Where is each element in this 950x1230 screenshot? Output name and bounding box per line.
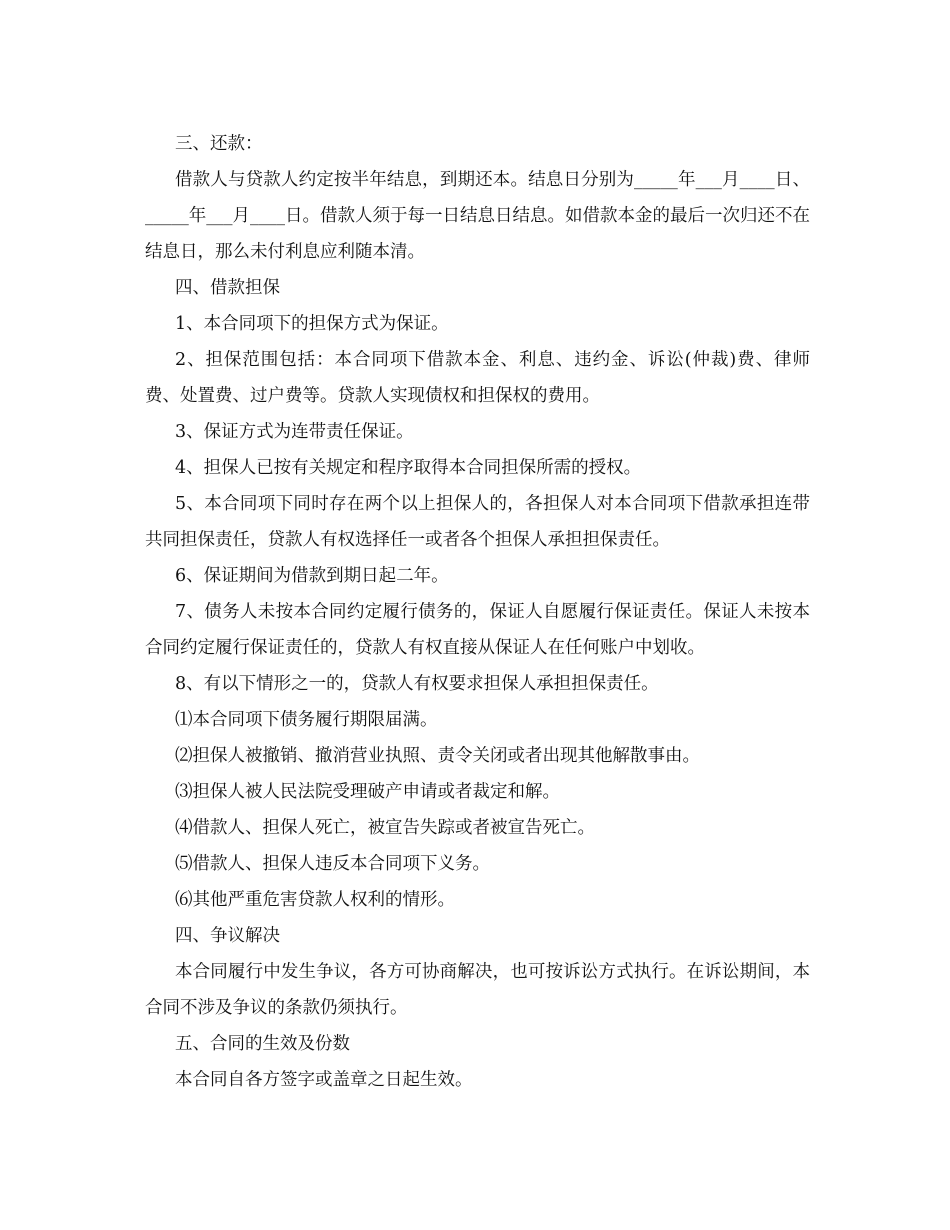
guarantee-clause-8: 8、有以下情形之一的，贷款人有权要求担保人承担担保责任。 xyxy=(175,674,659,694)
section-heading-repayment: 三、还款： xyxy=(175,134,263,154)
guarantee-clause-2: 2、担保范围包括：本合同项下借款本金、利息、违约金、诉讼(仲裁)费、律师费、处置费、过户费等。贷款人实现债权和担保权的费用。 xyxy=(145,350,810,406)
guarantee-sub-item-1: ⑴本合同项下债务履行期限届满。 xyxy=(175,710,438,730)
document-body xyxy=(145,126,810,1098)
guarantee-sub-item-4: ⑷借款人、担保人死亡，被宣告失踪或者被宣告死亡。 xyxy=(175,818,595,838)
guarantee-clause-3: 3、保证方式为连带责任保证。 xyxy=(175,422,414,442)
guarantee-sub-item-6: ⑹其他严重危害贷款人权利的情形。 xyxy=(175,890,455,910)
guarantee-clause-7: 7、债务人未按本合同约定履行债务的，保证人自愿履行保证责任。保证人未按本合同约定履行保证责任的，贷款人有权直接从保证人在任何账户中划收。 xyxy=(145,602,810,658)
section-heading-guarantee: 四、借款担保 xyxy=(175,278,280,298)
guarantee-clause-4: 4、担保人已按有关规定和程序取得本合同担保所需的授权。 xyxy=(175,458,642,478)
section-heading-effectiveness: 五、合同的生效及份数 xyxy=(175,1034,350,1054)
section-heading-dispute: 四、争议解决 xyxy=(175,926,280,946)
guarantee-sub-item-2: ⑵担保人被撤销、撤消营业执照、责令关闭或者出现其他解散事由。 xyxy=(175,746,700,766)
guarantee-sub-item-5: ⑸借款人、担保人违反本合同项下义务。 xyxy=(175,854,490,874)
guarantee-clause-1: 1、本合同项下的担保方式为保证。 xyxy=(175,314,449,334)
guarantee-clause-6: 6、保证期间为借款到期日起二年。 xyxy=(175,566,449,586)
dispute-resolution-paragraph: 本合同履行中发生争议，各方可协商解决，也可按诉讼方式执行。在诉讼期间，本合同不涉及争议的条款仍须执行。 xyxy=(145,962,810,1018)
repayment-terms-paragraph: 借款人与贷款人约定按半年结息，到期还本。结息日分别为_____年___月____日、_____年___月____日。借款人须于每一日结息日结息。如借款本金的最后一次归还不在结息日，那么未付利息应利随本清。 xyxy=(145,170,810,262)
guarantee-clause-5: 5、本合同项下同时存在两个以上担保人的，各担保人对本合同项下借款承担连带共同担保责任，贷款人有权选择任一或者各个担保人承担担保责任。 xyxy=(145,494,810,550)
effectiveness-paragraph: 本合同自各方签字或盖章之日起生效。 xyxy=(175,1070,473,1090)
guarantee-sub-item-3: ⑶担保人被人民法院受理破产申请或者裁定和解。 xyxy=(175,782,560,802)
